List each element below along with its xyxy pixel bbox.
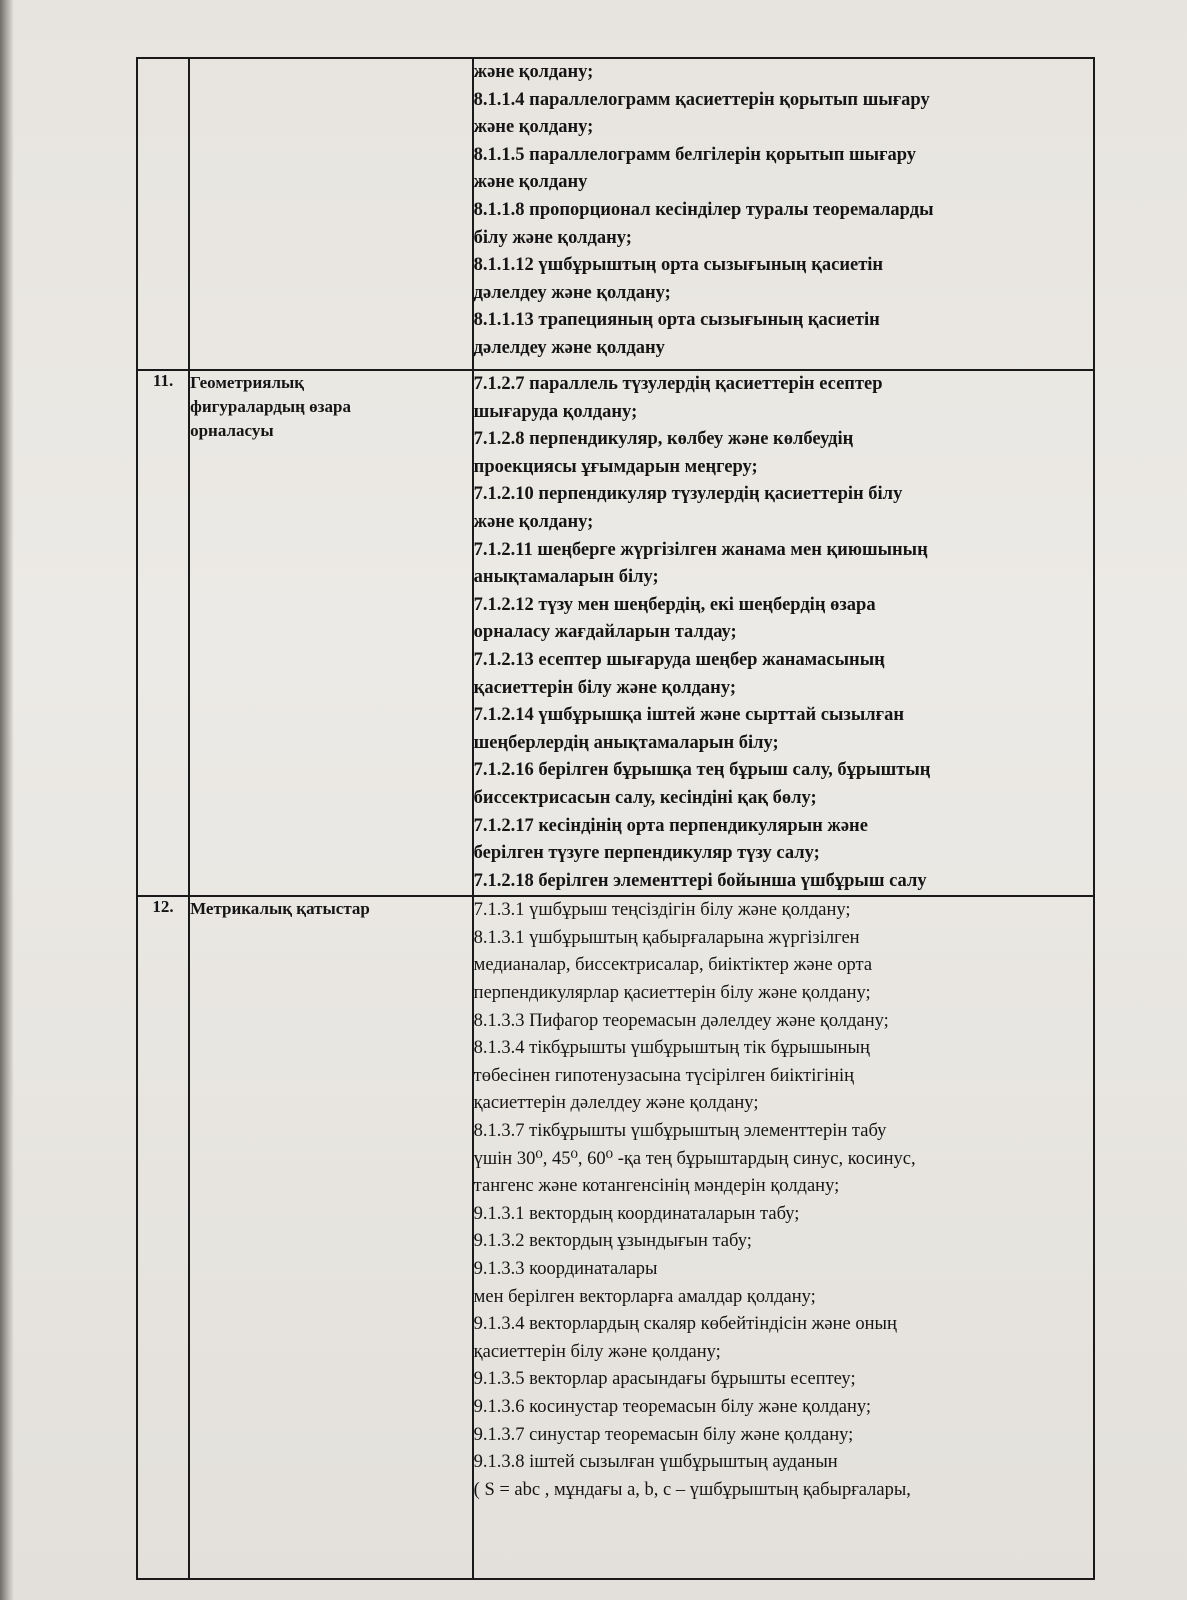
objective-line: 8.1.1.12 үшбұрыштың орта сызығының қасиетін	[473, 255, 884, 276]
objective-line: 8.1.3.7 тікбұрышты үшбұрыштың элементтерін табу	[473, 1121, 887, 1142]
objective-line: және қолдану	[473, 172, 588, 193]
topic-cell	[189, 58, 473, 370]
objective-line: 9.1.3.2 вектордың ұзындығын табу;	[473, 1231, 752, 1252]
objective-line: ( S = abc , мұндағы a, b, c – үшбұрыштың қабырғалары,	[473, 1479, 911, 1500]
objective-line: 7.1.2.7 параллель түзулердің қасиеттерін есептер	[473, 374, 883, 394]
objective-line: қасиеттерін дәлелдеу және қолдану;	[473, 1093, 759, 1114]
topic-cell	[189, 370, 473, 896]
objective-line: 8.1.3.1 үшбұрыштың қабырғаларына жүргізілген	[473, 927, 860, 948]
objective-line: перпендикулярлар қасиеттерін білу және қолдану;	[473, 983, 871, 1004]
objective-line: 9.1.3.7 синустар теоремасын білу және қолдану;	[473, 1424, 854, 1445]
objective-line: шеңберлердің анықтамаларын білу;	[473, 732, 779, 753]
objective-line: 8.1.1.4 параллелограмм қасиеттерін қорытып шығару	[473, 89, 930, 110]
table-row	[137, 58, 1094, 370]
objective-line: шығаруда қолдану;	[473, 401, 638, 422]
objective-line: 8.1.3.4 тікбұрышты үшбұрыштың тік бұрышының	[473, 1038, 870, 1059]
objective-line: қасиеттерін білу және қолдану;	[473, 1341, 721, 1362]
topic-line: Метрикалық қатыстар	[190, 899, 370, 919]
objective-line: 7.1.2.14 үшбұрышқа іштей және сырттай сызылған	[473, 705, 904, 726]
topic-line: фигуралардың өзара	[190, 397, 351, 416]
objective-line: 7.1.3.1 үшбұрыш теңсіздігін білу және қолдану;	[473, 900, 851, 921]
page-edge-shadow	[0, 0, 14, 1600]
objective-line: 8.1.1.8 пропорционал кесінділер туралы теоремаларды	[473, 199, 934, 220]
objective-line: 8.1.1.5 параллелограмм белгілерін қорытып шығару	[473, 144, 917, 165]
table-row	[137, 896, 1094, 1579]
objectives-cell	[473, 370, 1094, 896]
objective-line: медианалар, биссектрисалар, биіктіктер және орта	[473, 955, 873, 976]
objective-line: және қолдану;	[473, 511, 594, 532]
objectives-cell	[473, 896, 1094, 1579]
topic-cell	[189, 896, 473, 1579]
objective-line: орналасу жағдайларын талдау;	[473, 622, 737, 643]
objective-line: 9.1.3.1 вектордың координаталарын табу;	[473, 1203, 800, 1224]
table-row	[137, 370, 1094, 896]
row-number-cell	[137, 58, 189, 370]
objective-line: 7.1.2.13 есептер шығаруда шеңбер жанамасының	[473, 649, 885, 670]
objective-line: 9.1.3.5 векторлар арасындағы бұрышты есептеу;	[473, 1369, 856, 1390]
objective-line: 7.1.2.11 шеңберге жүргізілген жанама мен қиюшының	[473, 539, 928, 560]
objective-line: 7.1.2.18 берілген элементтері бойынша үшбұрыш салу	[473, 870, 927, 891]
objective-line: қасиеттерін білу және қолдану;	[473, 677, 737, 698]
objective-line: проекциясы ұғымдарын меңгеру;	[473, 456, 758, 477]
objective-line: биссектрисасын салу, кесіндіні қақ бөлу;	[473, 787, 817, 808]
objective-line: 8.1.3.3 Пифагор теоремасын дәлелдеу және қолдану;	[473, 1010, 889, 1031]
objective-line: 7.1.2.10 перпендикуляр түзулердің қасиеттерін білу	[473, 484, 903, 505]
objective-line: және қолдану;	[473, 117, 594, 138]
objective-line: білу және қолдану;	[473, 227, 632, 248]
objective-line: дәлелдеу және қолдану;	[473, 282, 671, 303]
objective-line: төбесінен гипотенузасына түсірілген биіктігінің	[473, 1065, 855, 1086]
objective-line: 9.1.3.4 векторлардың скаляр көбейтіндісін және оның	[473, 1314, 897, 1335]
curriculum-table	[136, 57, 1095, 1580]
objective-line: анықтамаларын білу;	[473, 567, 659, 588]
objective-line: мен берілген векторларға амалдар қолдану;	[473, 1286, 816, 1307]
objective-line: 7.1.2.17 кесіндінің орта перпендикулярын және	[473, 815, 868, 836]
topic-line: орналасуы	[190, 421, 274, 440]
objective-line: дәлелдеу және қолдану	[473, 337, 665, 358]
objective-line: 8.1.1.13 трапецияның орта сызығының қасиетін	[473, 310, 880, 331]
objective-line: үшін 30⁰, 45⁰, 60⁰ -қа тең бұрыштардың синус, косинус,	[473, 1148, 916, 1169]
objective-line: 7.1.2.16 берілген бұрышқа тең бұрыш салу, бұрыштың	[473, 760, 931, 781]
objective-line: тангенс және котангенсінің мәндерін қолдану;	[473, 1176, 840, 1197]
objective-line: 9.1.3.6 косинустар теоремасын білу және қолдану;	[473, 1396, 872, 1417]
row-number-cell: 12.	[137, 896, 189, 1579]
row-number-cell: 11.	[137, 370, 189, 896]
objective-line: 7.1.2.8 перпендикуляр, көлбеу және көлбеудің	[473, 429, 854, 450]
objective-line: және қолдану;	[473, 62, 594, 82]
objective-line: берілген түзуге перпендикуляр түзу салу;	[473, 843, 820, 864]
objective-line: 9.1.3.8 іштей сызылған үшбұрыштың ауданын	[473, 1452, 838, 1473]
topic-line: Геометриялық	[190, 373, 305, 392]
objective-line: 9.1.3.3 координаталары	[473, 1259, 658, 1279]
objectives-cell	[473, 58, 1094, 370]
objective-line: 7.1.2.12 түзу мен шеңбердің, екі шеңбердің өзара	[473, 594, 876, 615]
